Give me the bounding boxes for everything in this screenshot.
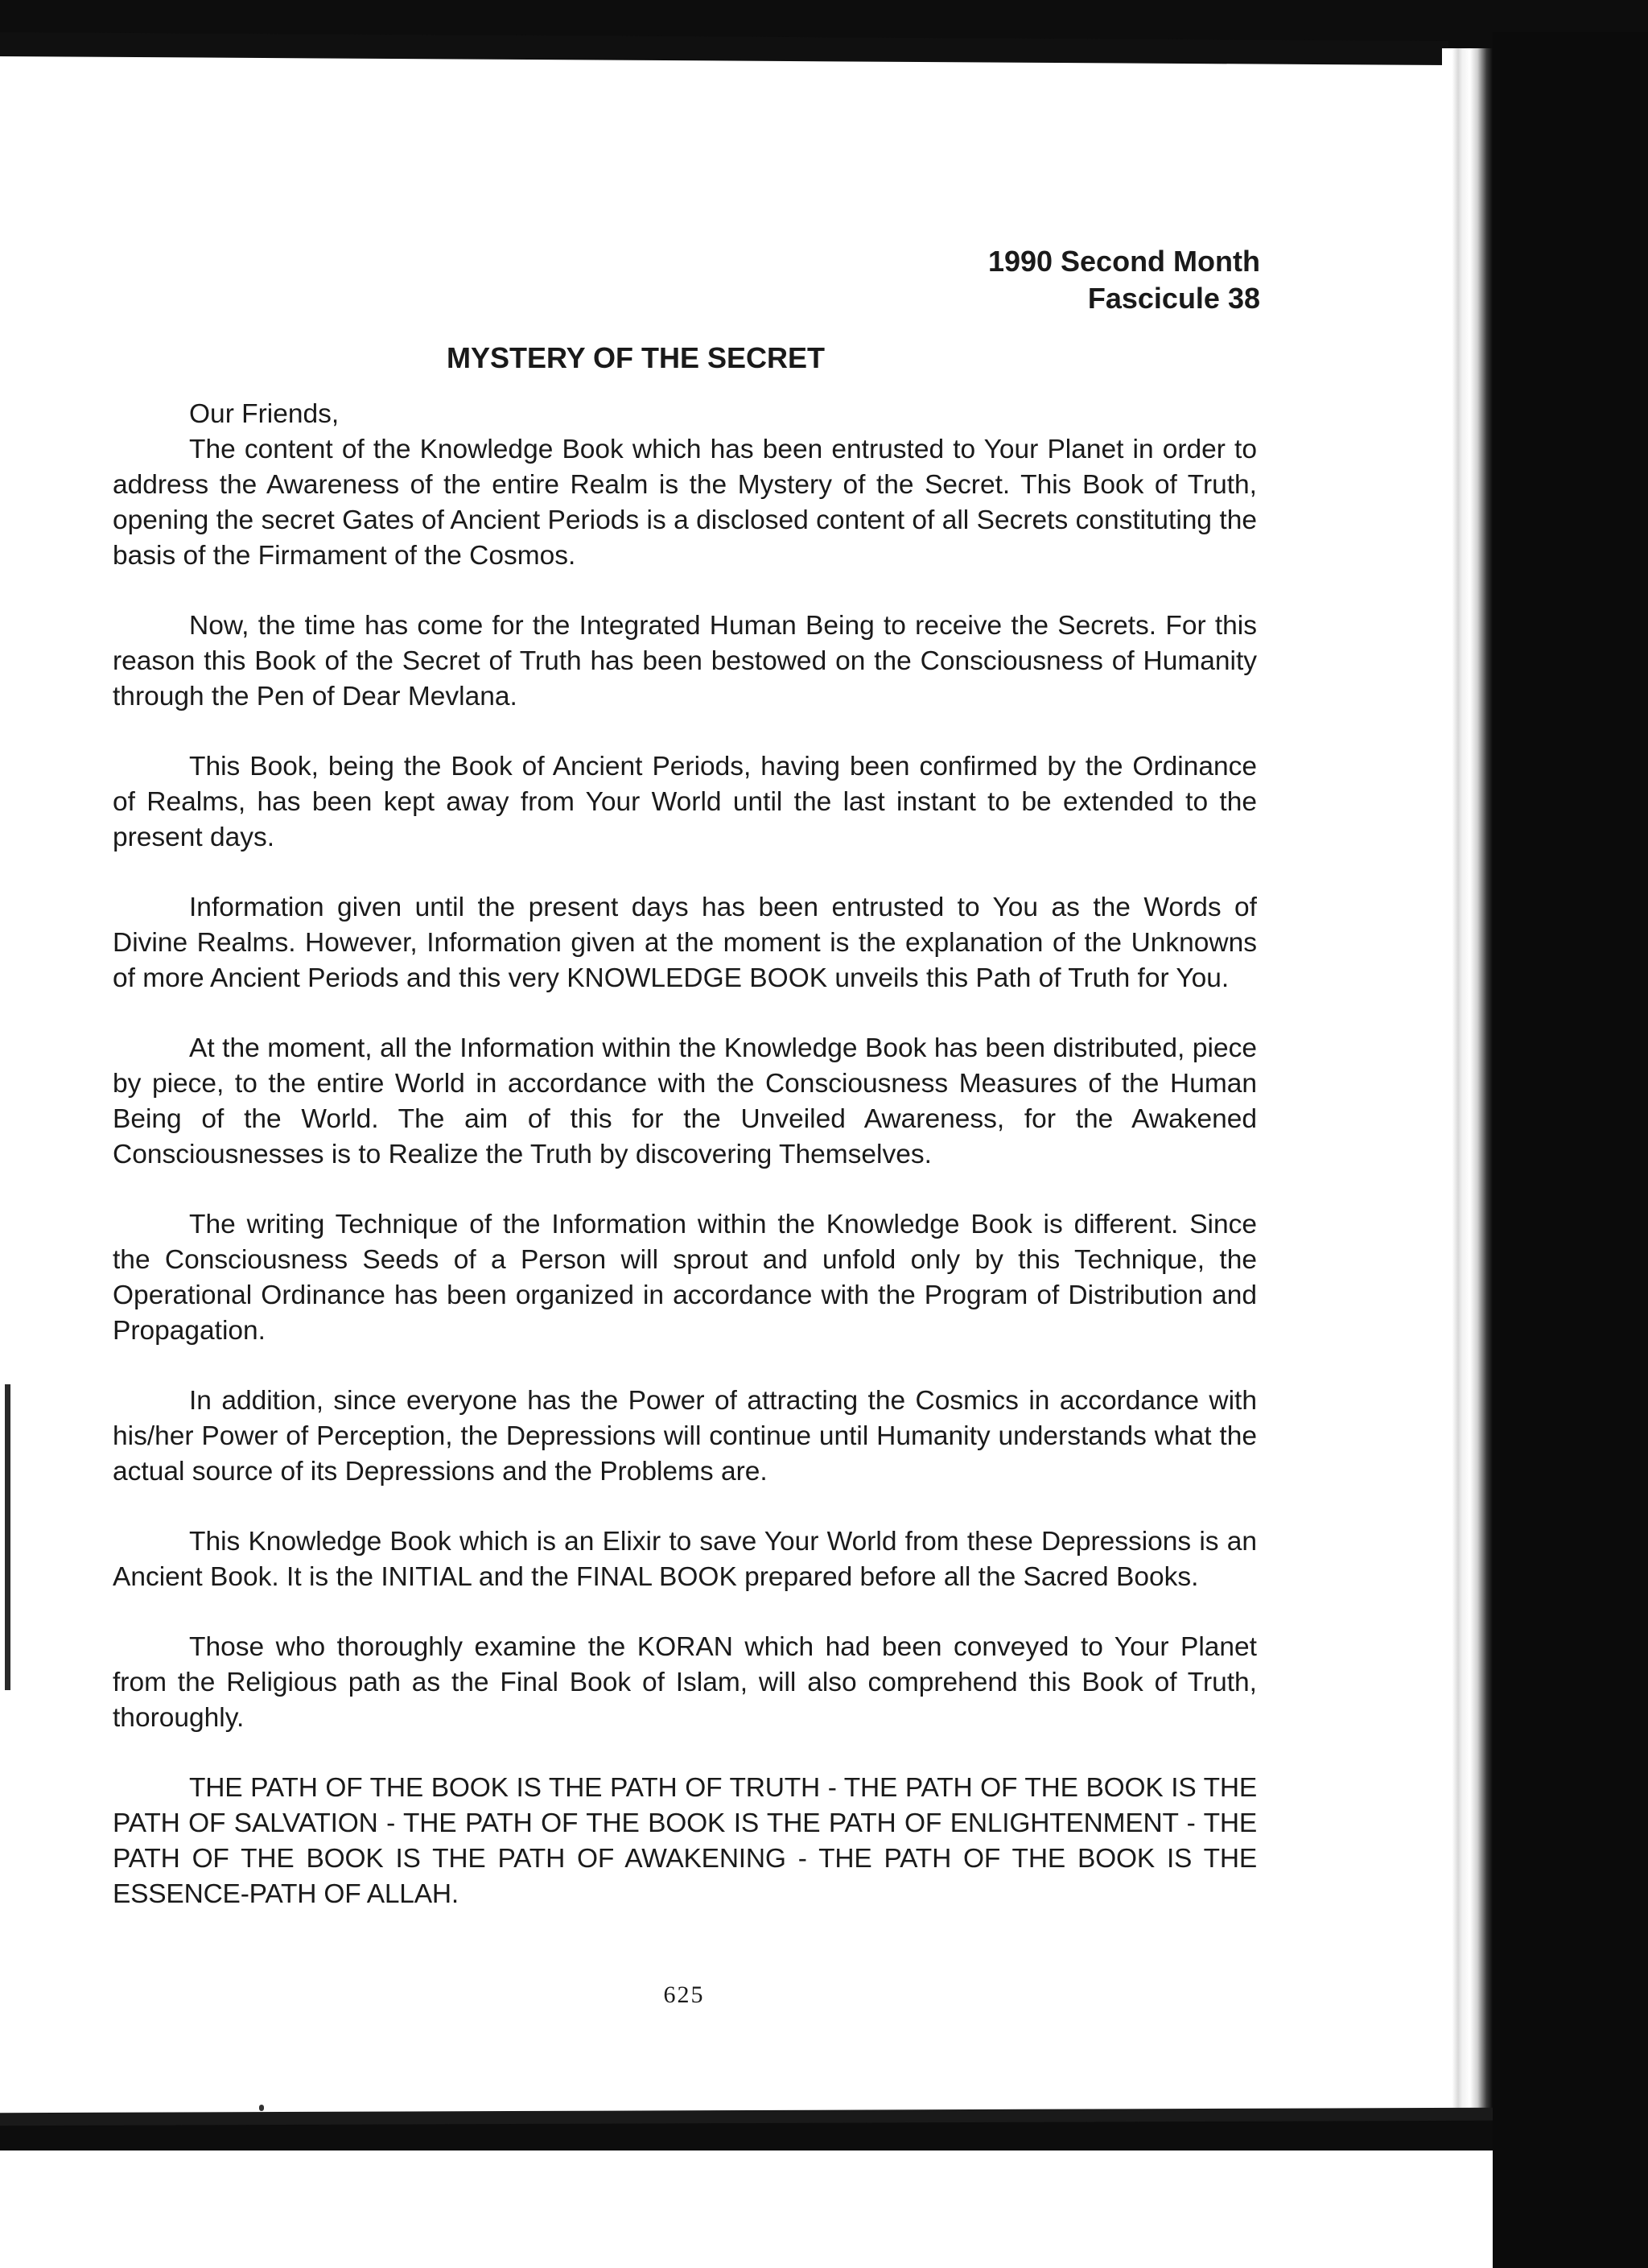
paragraph-8: This Knowledge Book which is an Elixir to save Your World from these Depressions is an Ancient Book. It is the INITIAL and the FINAL BOOK prepared before all the Sacred Books. <box>113 1527 1257 1592</box>
header-fascicule: Fascicule 38 <box>1087 282 1260 315</box>
scan-right-shadow <box>1442 48 1493 2109</box>
scan-right-edge <box>1493 32 1648 2268</box>
paragraph-3: This Book, being the Book of Ancient Periods, having been confirmed by the Ordinance of Realms, has been kept away from Your World until the last instant to be extended to the present days. <box>113 752 1257 852</box>
paragraph-7: In addition, since everyone has the Power of attracting the Cosmics in accordance with his/her Power of Perception, the Depressions will continue until Humanity understands what the actual source of its Depressions and the Problems are. <box>113 1386 1257 1487</box>
body-text <box>113 397 1257 1947</box>
greeting: Our Friends, <box>189 399 340 429</box>
scan-left-mark <box>5 1384 10 1690</box>
paragraph-6: The writing Technique of the Information within the Knowledge Book is different. Since the Consciousness Seeds of a Person will sprout and unfold only by this Technique, the Operational Ordinance has been organized in accordance with the Program of Distribution and Propagation. <box>113 1210 1257 1346</box>
paragraph-10: THE PATH OF THE BOOK IS THE PATH OF TRUTH - THE PATH OF THE BOOK IS THE PATH OF SALVATION - THE PATH OF THE BOOK IS THE PATH OF ENLIGHTENMENT - THE PATH OF THE BOOK IS THE PATH OF AWAKENING - THE PATH OF THE BOOK IS THE ESSENCE-PATH OF ALLAH. <box>113 1773 1257 1909</box>
paragraph-4: Information given until the present days has been entrusted to You as the Words of Divine Realms. However, Information given at the moment is the explanation of the Unknowns of more Ancient Periods and this very KNOWLEDGE BOOK unveils this Path of Truth for You. <box>113 893 1257 993</box>
paragraph-5: At the moment, all the Information within the Knowledge Book has been distributed, piece by piece, to the entire World in accordance with the Consciousness Measures of the Human Being of the World. The aim of this for the Unveiled Awareness, for the Awakened Consciousnesses is to Realize the Truth by discovering Themselves. <box>113 1033 1257 1169</box>
page-number: 625 <box>663 1981 705 2008</box>
page-title: MYSTERY OF THE SECRET <box>446 341 826 374</box>
paragraph-1: The content of the Knowledge Book which has been entrusted to Your Planet in order to address the Awareness of the entire Realm is the Mystery of the Secret. This Book of Truth, opening the secret Gates of Ancient Periods is a disclosed content of all Secrets constituting the basis of the Firmament of the Cosmos. <box>113 435 1257 571</box>
page-header <box>988 243 1260 317</box>
paragraph-9: Those who thoroughly examine the KORAN which had been conveyed to Your Planet from the Religious path as the Final Book of Islam, will also comprehend this Book of Truth, thoroughly. <box>113 1632 1257 1733</box>
header-date: 1990 Second Month <box>987 245 1260 278</box>
paragraph-2: Now, the time has come for the Integrated Human Being to receive the Secrets. For this reason this Book of the Secret of Truth has been bestowed on the Consciousness of Humanity through the Pen of Dear Mevlana. <box>113 611 1257 711</box>
scan-top-edge <box>0 0 1648 50</box>
scan-bottom-edge <box>0 2118 1493 2150</box>
scan-speck <box>259 2105 264 2111</box>
